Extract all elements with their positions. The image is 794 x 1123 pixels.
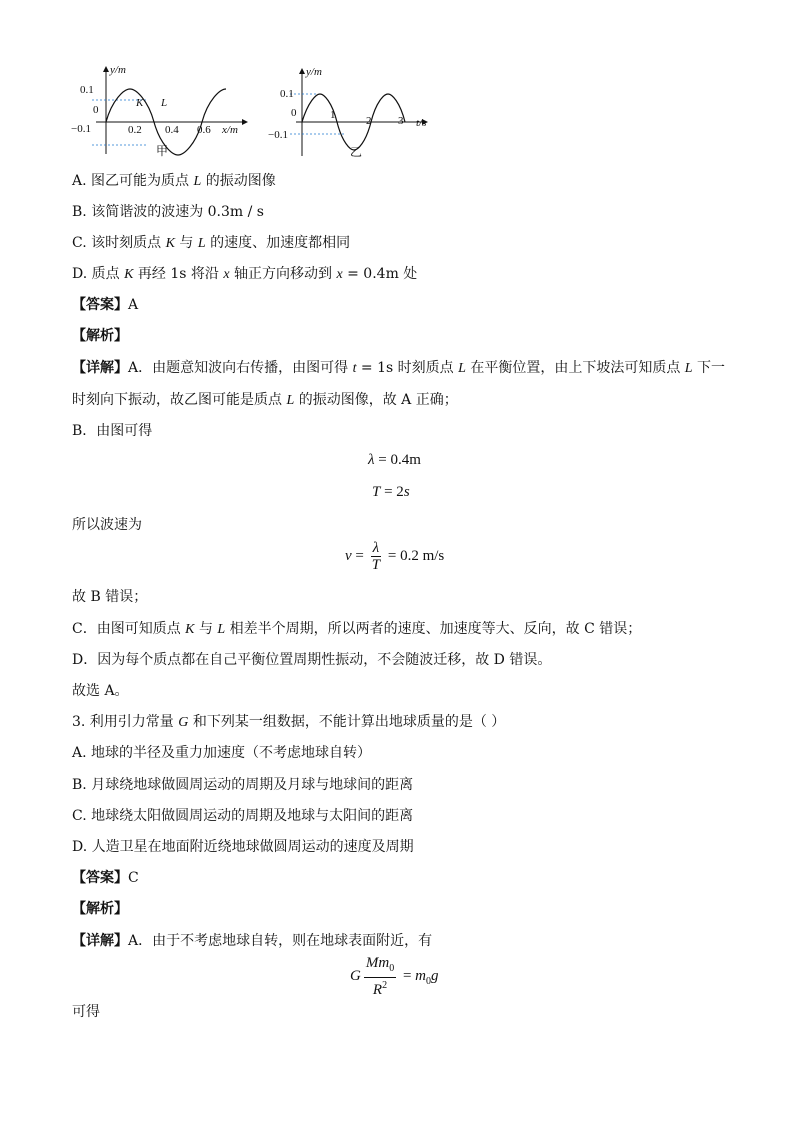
q2-detail-c: C．由图可知质点 K 与 L 相差半个周期，所以两者的速度、加速度等大、反向，故 C 错误；: [72, 621, 642, 637]
q2-choose: 故选 A。: [72, 683, 129, 699]
q3-option-a: A. 地球的半径及重力加速度（不考虑地球自转）: [72, 745, 372, 761]
tick-2: 2: [366, 115, 372, 127]
y-axis-label: y/m: [306, 66, 322, 78]
q3-stem: 3. 利用引力常量 G 和下列某一组数据，不能计算出地球质量的是（ ）: [72, 714, 506, 730]
y-zero-label: 0: [291, 107, 297, 119]
figure-yi: [266, 64, 446, 160]
q3-option-c: C. 地球绕太阳做圆周运动的周期及地球与太阳间的距离: [72, 808, 414, 824]
point-l: L: [161, 97, 168, 109]
q2-so-speed: 所以波速为: [72, 517, 142, 533]
equation-lambda: λ = 0.4m: [368, 452, 421, 468]
y-bottom-label: −0.1: [268, 129, 288, 141]
q2-detail-a-line2: 时刻向下振动，故乙图可能是质点 L 的振动图像，故 A 正确；: [72, 392, 458, 408]
x-axis-label: x/m: [222, 124, 238, 136]
q3-get: 可得: [72, 1004, 100, 1020]
tick-2: 0.4: [165, 124, 179, 136]
q2-answer: 【答案】A: [72, 297, 139, 313]
q2-detail-a-line1: 【详解】A．由题意知波向右传播，由图可得 t = 1s 时刻质点 L 在平衡位置，由上下坡法可知质点 L 下一: [72, 360, 726, 376]
point-k: K: [136, 97, 144, 109]
y-top-label: 0.1: [280, 88, 294, 100]
q2-option-a: A. 图乙可能为质点 L 的振动图像: [72, 173, 276, 189]
equation-period: T = 2s: [372, 484, 410, 500]
q2-detail-b: B．由图可得: [72, 423, 153, 439]
caption-jia: 甲: [156, 144, 169, 158]
equation-gravity: G $\frac{Mm_0}{R^2}$ = $m_0g$: [350, 955, 439, 998]
y-top-label: 0.1: [80, 84, 94, 96]
x-axis-label: t/s: [416, 117, 427, 129]
tick-1: 0.2: [128, 124, 142, 136]
q2-analysis-tag: 【解析】: [72, 328, 128, 344]
y-bottom-label: −0.1: [71, 123, 91, 135]
q2-detail-d: D．因为每个质点都在自己平衡位置周期性振动，不会随波迁移，故 D 错误。: [72, 652, 552, 668]
tick-3: 3: [398, 115, 404, 127]
q3-option-d: D. 人造卫星在地面附近绕地球做圆周运动的速度及周期: [72, 839, 414, 855]
y-axis-label: y/m: [110, 64, 126, 76]
q2-option-d: D. 质点 K 再经 1s 将沿 x 轴正方向移动到 x = 0.4m 处: [72, 266, 418, 282]
q3-detail-a: 【详解】A．由于不考虑地球自转，则在地球表面附近，有: [72, 933, 433, 949]
tick-3: 0.6: [197, 124, 211, 136]
q3-option-b: B. 月球绕地球做圆周运动的周期及月球与地球间的距离: [72, 777, 414, 793]
q2-option-c: C. 该时刻质点 K 与 L 的速度、加速度都相同: [72, 235, 351, 251]
equation-speed: v = $\frac{\lambda}{T}$ = 0.2 m/s: [345, 540, 445, 573]
q3-answer: 【答案】C: [72, 870, 139, 886]
figure-jia: [66, 60, 252, 160]
q2-option-b: B. 该简谐波的波速为 0.3m / s: [72, 204, 264, 220]
tick-1: 1: [330, 109, 336, 121]
q3-analysis-tag: 【解析】: [72, 901, 128, 917]
q2-b-wrong: 故 B 错误；: [72, 589, 148, 605]
caption-yi: 乙: [350, 145, 363, 159]
y-zero-label: 0: [93, 104, 99, 116]
